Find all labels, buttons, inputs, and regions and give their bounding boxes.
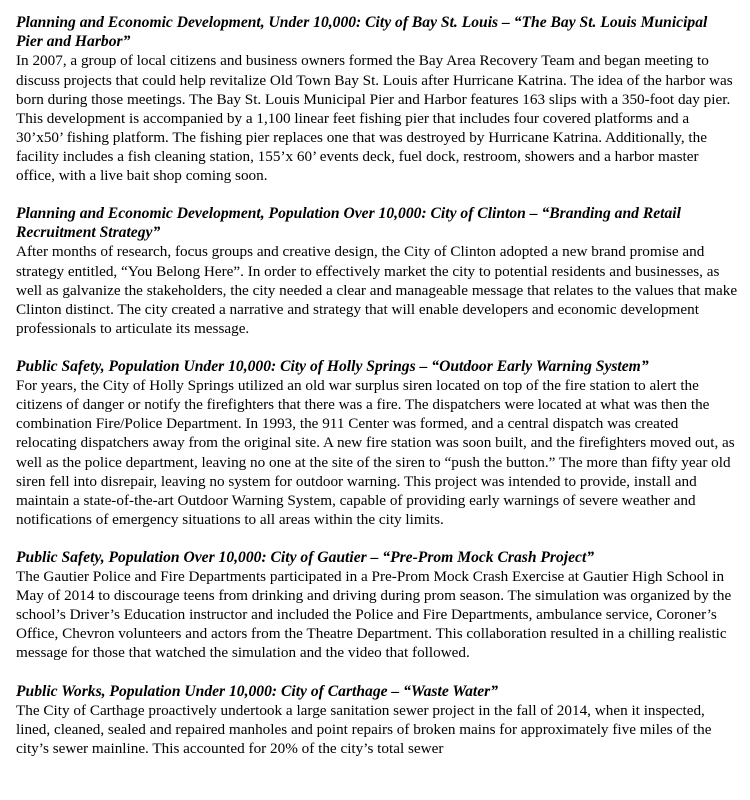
section-body: For years, the City of Holly Springs utilized an old war surplus siren located on top of the fire station to alert the citizens of danger or notify the firefighters that there was a fire. The dispatchers were located at what was then the combination Fire/Police Department. In 1993, the 911 Center was formed, and a central dispatch was created relocating dispatchers away from the original site. A new fire station was soon built, and the firefighters moved out, as well as the police department, leaving no one at the site of the siren to “push the button.” The more than fifty year old siren fell into disrepair, leaving no system for outdoor warning. This project was intended to provide, install and maintain a state-of-the-art Outdoor Warning System, capable of providing early warnings of severe weather and notifications of emergency situations to all areas within the city limits. [16,377,735,528]
section-heading: Public Works, Population Under 10,000: City of Carthage – “Waste Water” [16,682,498,700]
section-body: The Gautier Police and Fire Departments participated in a Pre-Prom Mock Crash Exercise at Gautier High School in May of 2014 to discourage teens from drinking and driving during prom season. The simulation was organized by the school’s Driver’s Education instructor and included the Police and Fire Departments, ambulance service, Coroner’s Office, Chevron volunteers and actors from the Theatre Department. This collaboration resulted in a chilling realistic message for those that watched the simulation and the video that followed. [16,568,732,662]
section-heading: Public Safety, Population Under 10,000: City of Holly Springs – “Outdoor Early Warning System” [16,357,649,375]
section-heading: Public Safety, Population Over 10,000: City of Gautier – “Pre-Prom Mock Crash Project” [16,548,595,566]
award-section-holly-springs [16,357,738,529]
award-section-clinton [16,204,738,338]
section-body: The City of Carthage proactively undertook a large sanitation sewer project in the fall of 2014, when it inspected, lined, cleaned, sealed and repaired manholes and point repairs of broken mains for approximately five miles of the city’s sewer mainline. This accounted for 20% of the city’s total sewer [16,701,712,757]
award-section-carthage [16,682,738,758]
section-body: After months of research, focus groups and creative design, the City of Clinton adopted a new brand promise and strategy entitled, “You Belong Here”. In order to effectively market the city to potential residents and businesses, as well as galvanize the stakeholders, the city needed a clear and manageable message that relates to the values that make Clinton distinct. The city created a narrative and strategy that will enable developers and economic development professionals to articulate its message. [16,243,738,337]
section-heading: Planning and Economic Development, Under 10,000: City of Bay St. Louis – “The Bay St. Louis Municipal Pier and Harbor” [16,14,708,51]
section-heading: Planning and Economic Development, Population Over 10,000: City of Clinton – “Branding and Retail Recruitment Strategy” [16,205,681,242]
award-section-gautier [16,548,738,663]
document-page [16,13,738,777]
award-section-bay-st-louis [16,13,738,185]
section-body: In 2007, a group of local citizens and business owners formed the Bay Area Recovery Team and began meeting to discuss projects that could help revitalize Old Town Bay St. Louis after Hurricane Katrina. The idea of the harbor was born during those meetings. The Bay St. Louis Municipal Pier and Harbor features 163 slips with a 350-foot day pier. This development is accompanied by a 1,100 linear feet fishing pier that includes four covered platforms and a 30’x50’ fishing platform. The fishing pier replaces one that was destroyed by Hurricane Katrina. Additionally, the facility includes a fish cleaning station, 155’x 60’ events deck, fuel dock, restroom, showers and a harbor master office, with a live bait shop coming soon. [16,52,733,184]
